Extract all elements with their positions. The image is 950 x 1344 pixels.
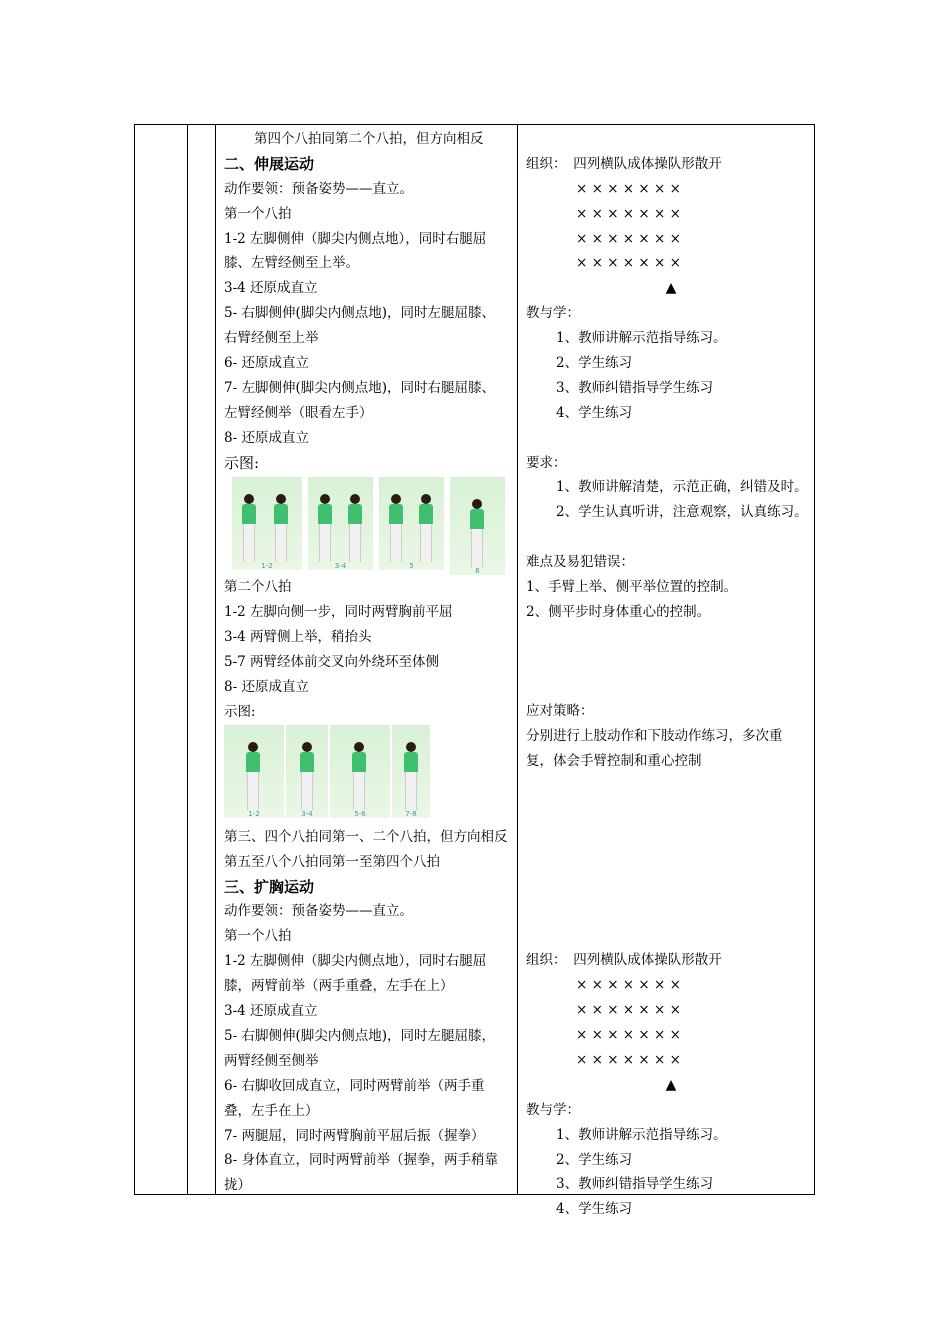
text-line: 动作要领：预备姿势——直立。 [224,180,413,197]
text-line: 1-2 左脚侧伸（脚尖内侧点地），同时右腿屈 [224,230,487,247]
text-line: 第四个八拍同第二个八拍，但方向相反 [254,131,484,147]
formation-row: × × × × × × × [576,1051,681,1068]
text-line: 教与学： [526,305,580,322]
demo-photo [224,725,284,818]
formation-row: × × × × × × × [576,205,681,222]
list-item: 2、学生练习 [556,1151,633,1168]
text-line: 7- 左脚侧伸(脚尖内侧点地)，同时右腿屈膝、 [224,379,495,396]
text-line: 应对策略： [526,703,594,720]
organization-text: 组织： 四列横队成体操队形散开 [526,952,722,969]
demo-photo [286,725,328,818]
column-divider-1 [187,125,188,1194]
demo-photo [330,725,390,818]
text-line: 3-4 还原成直立 [224,280,318,297]
demo-photo [379,477,444,570]
photo-caption: 3-4 [301,809,313,818]
figure-label: 示图: [224,453,260,472]
list-item: 1、教师讲解示范指导练习。 [556,330,727,347]
organization-text: 组织： 四列横队成体操队形散开 [526,155,722,172]
text-line: 第一个八拍 [224,205,292,222]
text-line: 两臂经侧至侧举 [224,1052,319,1069]
text-line: 动作要领：预备姿势——直立。 [224,903,413,920]
text-line: 8- 还原成直立 [224,429,309,446]
list-item: 1、教师讲解示范指导练习。 [556,1126,727,1143]
demo-photo [308,477,373,570]
text-line: 5-7 两臂经体前交叉向外绕环至体侧 [224,654,440,671]
demo-photos-2 [224,725,514,825]
list-item: 1、手臂上举、侧平举位置的控制。 [526,579,738,596]
text-line: 难点及易犯错误： [526,554,634,571]
text-line: 6- 右脚收回成直立，同时两臂前举（两手重 [224,1077,485,1094]
formation-row: × × × × × × × [576,255,681,272]
text-line: 要求： [526,454,567,471]
text-line: 1-2 左脚侧伸（脚尖内侧点地），同时右腿屈 [224,953,487,970]
photo-caption: 1-2 [261,562,273,571]
list-item: 3、教师纠错指导学生练习 [556,1176,714,1193]
formation-row: × × × × × × × [576,977,681,994]
formation-row: × × × × × × × [576,1027,681,1044]
photo-caption: 7-8 [405,809,417,818]
figure-label: 示图: [224,703,256,720]
text-line: 分别进行上肢动作和下肢动作练习，多次重 [526,728,783,745]
text-line: 3-4 还原成直立 [224,1003,318,1020]
text-line: 5- 右脚侧伸(脚尖内侧点地)，同时左腿屈膝， [224,1027,495,1044]
text-line: 6- 还原成直立 [224,355,309,372]
text-line: 8- 还原成直立 [224,679,309,696]
text-line: 3-4 两臂侧上举，稍抬头 [224,629,372,646]
photo-caption: 6 [475,567,480,576]
list-item: 4、学生练习 [556,404,633,421]
text-line: 第三、四个八拍同第一、二个八拍，但方向相反 [224,828,508,845]
list-item: 2、学生认真听讲，注意观察，认真练习。 [556,504,808,521]
column-divider-2 [215,125,216,1194]
content-column [224,127,514,1198]
text-line: 复，体会手臂控制和重心控制 [526,753,702,770]
text-line: 7- 两腿屈，同时两臂胸前平屈后振（握拳） [224,1127,485,1144]
photo-caption: 5 [409,562,414,571]
text-line: 1-2 左脚向侧一步，同时两臂胸前平屈 [224,604,453,621]
text-line: 左臂经侧举（眼看左手） [224,404,373,421]
text-line: 拢） [224,1177,251,1194]
text-line: 膝、左臂经侧至上举。 [224,255,359,272]
text-line: 叠，左手在上） [224,1102,319,1119]
teacher-marker: ▲ [665,1076,677,1093]
column-divider-3 [517,125,518,1194]
photo-caption: 3-4 [334,562,347,571]
text-line: 8- 身体直立，同时两臂前举（握拳，两手稍靠 [224,1152,498,1169]
demo-photo [232,477,302,570]
text-line: 第五至八个八拍同第一至第四个八拍 [224,853,440,870]
demo-photo [450,477,505,575]
list-item: 2、侧平步时身体重心的控制。 [526,603,711,620]
demo-photos-1 [224,475,514,575]
section-heading: 三、扩胸运动 [224,877,315,896]
text-line: 第二个八拍 [224,579,292,596]
text-line: 膝，两臂前举（两手重叠，左手在上） [224,978,454,995]
text-line: 右臂经侧至上举 [224,330,319,347]
photo-caption: 1-2 [248,809,260,818]
formation-row: × × × × × × × [576,230,681,247]
formation-row: × × × × × × × [576,180,681,197]
text-line: 第一个八拍 [224,928,292,945]
text-line: 5- 右脚侧伸(脚尖内侧点地)，同时左腿屈膝、 [224,305,495,322]
lesson-table [134,124,815,1218]
list-item: 4、学生练习 [556,1201,633,1218]
demo-photo [392,725,430,818]
text-line: 教与学： [526,1101,580,1118]
photo-caption: 5-6 [354,809,366,818]
formation-row: × × × × × × × [576,1002,681,1019]
list-item: 3、教师纠错指导学生练习 [556,379,714,396]
method-column [526,127,816,1222]
list-item: 1、教师讲解清楚，示范正确，纠错及时。 [556,479,808,496]
list-item: 2、学生练习 [556,355,633,372]
teacher-marker: ▲ [665,280,677,297]
section-heading: 二、伸展运动 [224,154,315,173]
